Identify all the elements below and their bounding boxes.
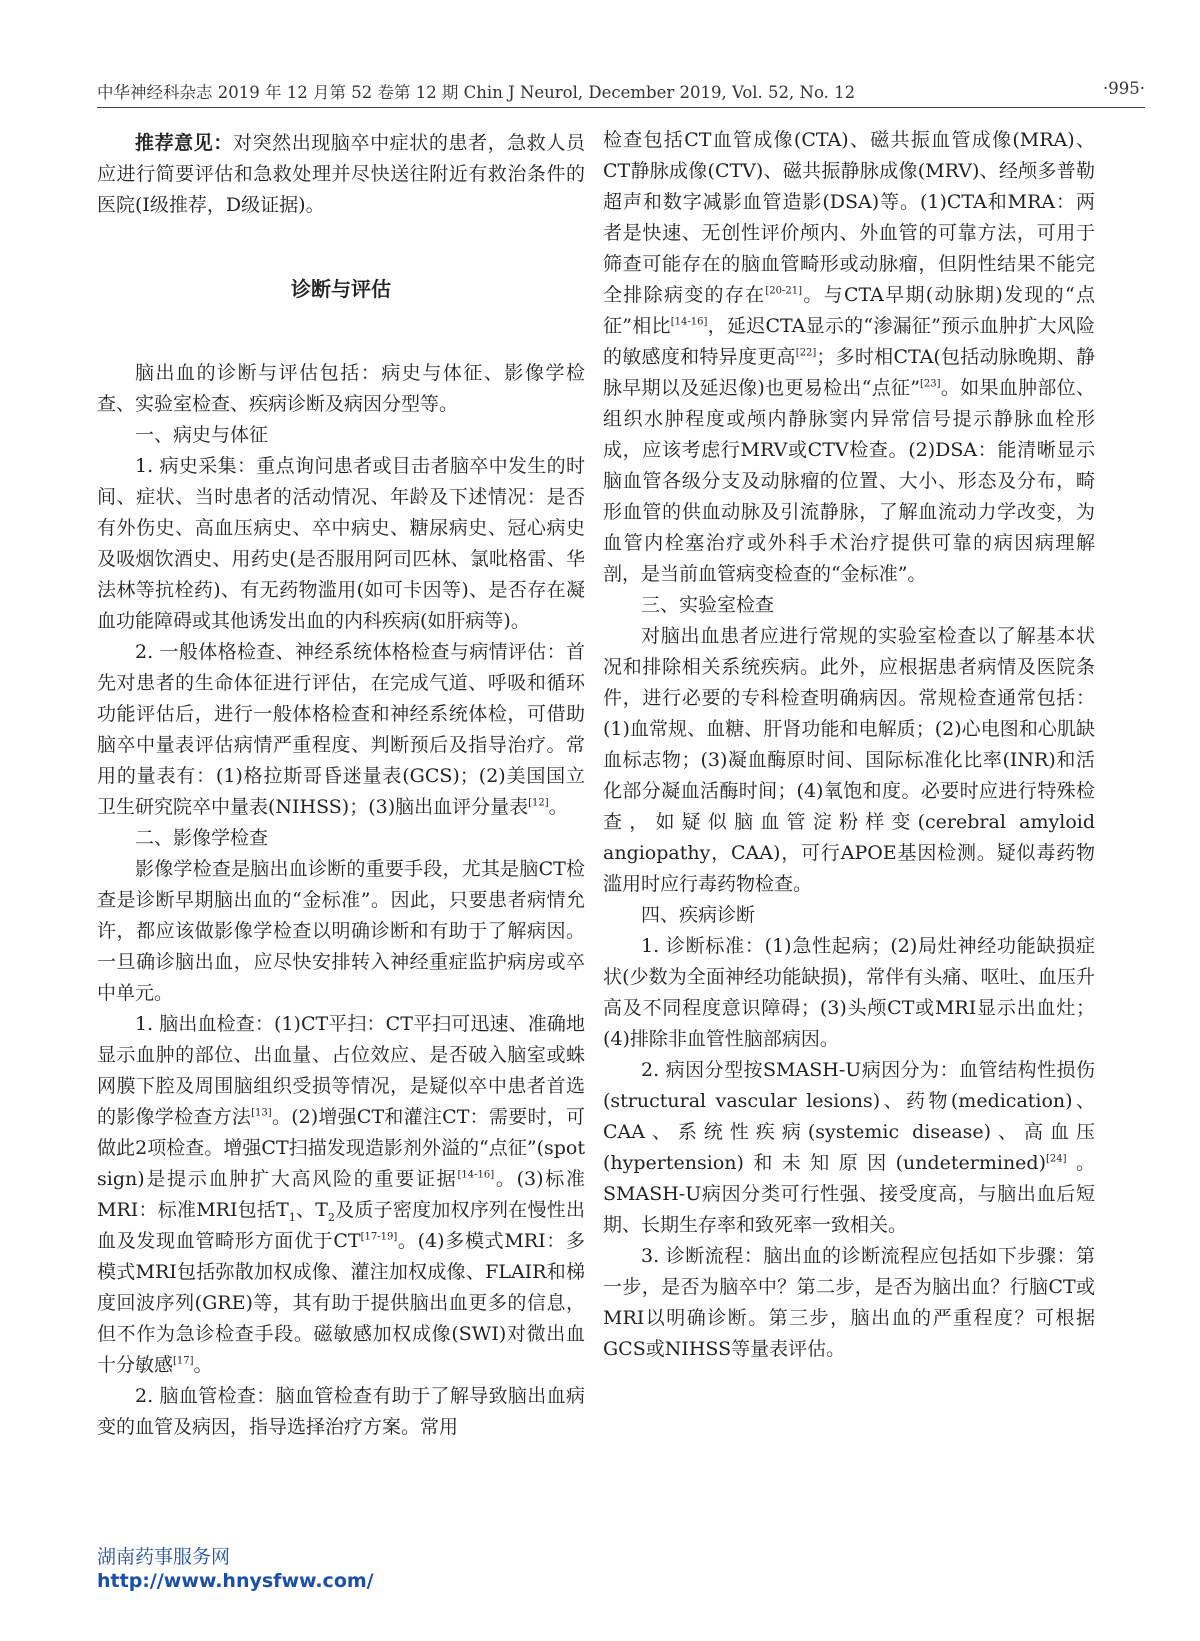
subheading-diagnosis: 四、疾病诊断	[641, 904, 756, 926]
site-name: 湖南药事服务网	[97, 1546, 231, 1568]
journal-citation: 中华神经科杂志 2019 年 12 月第 52 卷第 12 期 Chin J Neurol, December 2019, Vol. 52, No. 12	[97, 83, 856, 102]
citation: [13]	[251, 1107, 272, 1119]
diagnosis-flow-paragraph: 3. 诊断流程：脑出血的诊断流程应包括如下步骤：第一步，是否为脑卒中？第二步，是否为脑出血？行脑CT或MRI以明确诊断。第三步，脑出血的严重程度？可根据GCS或NIHSS等量表评估。	[603, 1245, 1095, 1360]
subheading-lab: 三、实验室检查	[641, 594, 775, 616]
citation: [22]	[795, 347, 817, 359]
citation: [14-16]	[457, 1169, 495, 1181]
vessel-paragraph-cont: 检查包括CT血管成像(CTA)、磁共振血管成像(MRA)、CT静脉成像(CTV)、磁共振静脉成像(MRV)、经颅多普勒超声和数字减影血管造影(DSA)等。(1)CTA和MRA：两者是快速、无创性评价颅内、外血管的可靠方法，可用于筛查可能存在的脑血管畸形或动脉瘤，但阴性结果不能完全排除病变的存在[20-21]。与CTA早期(动脉期)发现的“点征”相比[14-16]，延迟CTA显示的“渗漏征”预示血肿扩大风险的敏感度和特异度更高[22]；多时相CTA(包括动脉晚期、静脉早期以及延迟像)也更易检出“点征”[23]。如果血肿部位、组织水肿程度或颅内静脉窦内异常信号提示静脉血栓形成，应该考虑行MRV或CTV检查。(2)DSA：能清晰显示脑血管各级分支及动脉瘤的位置、大小、形态及分布，畸形血管的供血动脉及引流静脉，了解血流动力学改变，为血管内栓塞治疗或外科手术治疗提供可靠的病因病理解剖，是当前血管病变检查的“金标准”。	[603, 129, 1095, 585]
recommendation-text: 对突然出现脑卒中症状的患者，急救人员应进行简要评估和急救处理并尽快送往附近有救治条件的医院(Ⅰ级推荐，D级证据)。	[97, 132, 585, 216]
running-header	[97, 79, 1145, 103]
recommendation-label: 推荐意见：	[135, 132, 233, 154]
exam-paragraph: 2. 一般体格检查、神经系统体格检查与病情评估：首先对患者的生命体征进行评估，在完成气道、呼吸和循环功能评估后，进行一般体格检查和神经系统体检，可借助脑卒中量表评估病情严重程度、判断预后及指导治疗。常用的量表有：(1)格拉斯哥昏迷量表(GCS)；(2)美国国立卫生研究院卒中量表(NIHSS)；(3)脑出血评分量表[12]。	[97, 641, 585, 818]
imaging-paragraph: 影像学检查是脑出血诊断的重要手段，尤其是脑CT检查是诊断早期脑出血的“金标准”。因此，只要患者病情允许，都应该做影像学检查以明确诊断和有助于了解病因。一旦确诊脑出血，应尽快安排转入神经重症监护病房或卒中单元。	[97, 858, 585, 1004]
citation: [12]	[528, 797, 549, 809]
site-url-link[interactable]: http://www.hnysfww.com/	[97, 1570, 374, 1592]
section-title: 诊断与评估	[291, 277, 391, 301]
history-paragraph: 1. 病史采集：重点询问患者或目击者脑卒中发生的时间、症状、当时患者的活动情况、年龄及下述情况：是否有外伤史、高血压病史、卒中病史、糖尿病史、冠心病史及吸烟饮酒史、用药史(是否服用阿司匹林、氯吡格雷、华法林等抗栓药)、有无药物滥用(如可卡因等)、是否存在凝血功能障碍或其他诱发出血的内科疾病(如肝病等)。	[97, 455, 585, 632]
intro-paragraph: 脑出血的诊断与评估包括：病史与体征、影像学检查、实验室检查、疾病诊断及病因分型等。	[97, 362, 585, 415]
subheading-imaging: 二、影像学检查	[135, 827, 269, 849]
citation: [23]	[920, 378, 941, 390]
citation: [24]	[1046, 1153, 1067, 1165]
ct-paragraph: 1. 脑出血检查：(1)CT平扫：CT平扫可迅速、准确地显示血肿的部位、出血量、占位效应、是否破入脑室或蛛网膜下腔及周围脑组织受损等情况，是疑似卒中患者首选的影像学检查方法[13]。(2)增强CT和灌注CT：需要时，可做此2项检查。增强CT扫描发现造影剂外溢的“点征”(spot sign)是提示血肿扩大高风险的重要证据[14-16]。(3)标准MRI：标准MRI包括$T_1$、$T_2$及质子密度加权序列在慢性出血及发现血管畸形方面优于CT[17-19]。(4)多模式MRI：多模式MRI包括弥散加权成像、灌注加权成像、FLAIR和梯度回波序列(GRE)等，其有助于提供脑出血更多的信息，但不作为急诊检查手段。磁敏感加权成像(SWI)对微出血十分敏感[17]。	[97, 1013, 585, 1376]
etiology-paragraph: 2. 病因分型按SMASH-U病因分为：血管结构性损伤(structural vascular lesions)、药物(medication)、CAA、系统性疾病(systemic disease)、高血压(hypertension)和未知原因(undetermined)[24]。SMASH-U病因分类可行性强、接受度高，与脑出血后短期、长期生存率和致死率一致相关。	[603, 1059, 1095, 1236]
diagnosis-criteria-paragraph: 1. 诊断标准：(1)急性起病；(2)局灶神经功能缺损症状(少数为全面神经功能缺损)，常伴有头痛、呕吐、血压升高及不同程度意识障碍；(3)头颅CT或MRI显示出血灶；(4)排除非血管性脑部病因。	[603, 935, 1095, 1050]
right-column	[603, 125, 1095, 1365]
vessel-paragraph-start: 2. 脑血管检查：脑血管检查有助于了解导致脑出血病变的血管及病因，指导选择治疗方案。常用	[97, 1385, 585, 1438]
citation: [17]	[173, 1355, 194, 1367]
citation: [14-16]	[670, 316, 708, 328]
recommendation-paragraph	[97, 128, 585, 221]
page-number: ·995·	[1103, 79, 1145, 98]
watermark-footer	[97, 1545, 374, 1593]
citation: [20-21]	[765, 285, 803, 297]
header-rule	[97, 107, 1145, 108]
citation: [17-19]	[360, 1231, 398, 1243]
lab-paragraph: 对脑出血患者应进行常规的实验室检查以了解基本状况和排除相关系统疾病。此外，应根据患者病情及医院条件，进行必要的专科检查明确病因。常规检查通常包括：(1)血常规、血糖、肝肾功能和电解质；(2)心电图和心肌缺血标志物；(3)凝血酶原时间、国际标准化比率(INR)和活化部分凝血活酶时间；(4)氧饱和度。必要时应进行特殊检查，如疑似脑血管淀粉样变(cerebral amyloid angiopathy，CAA)，可行APOE基因检测。疑似毒药物滥用时应行毒药物检查。	[603, 625, 1095, 895]
subheading-history: 一、病史与体征	[135, 424, 269, 446]
left-column	[97, 128, 585, 1443]
